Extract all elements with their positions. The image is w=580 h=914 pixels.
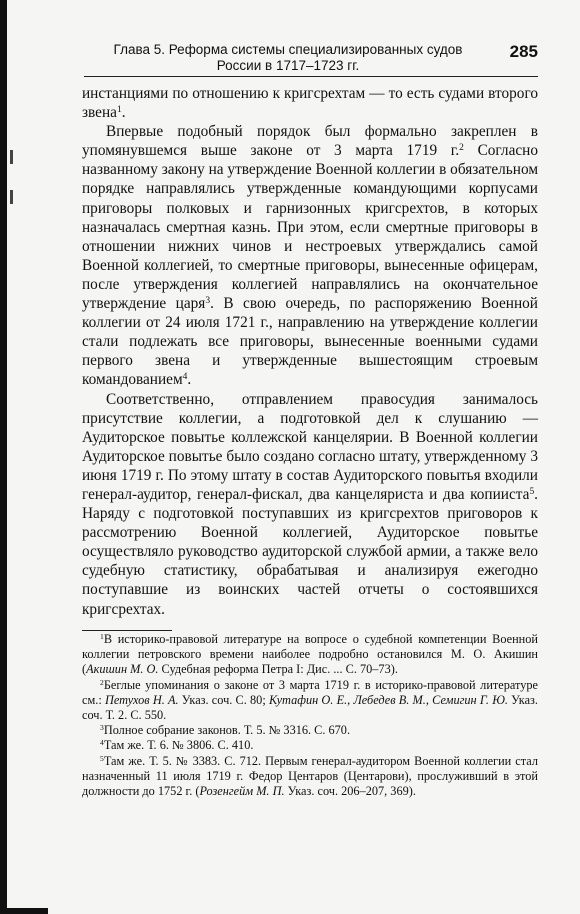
footnote-ref: 3: [205, 295, 211, 306]
footnote-ref: 1: [116, 104, 122, 115]
margin-mark: [10, 190, 13, 204]
paragraph-2: Впервые подобный порядок был формально закреплен в упомянувшемся выше законе от 3 марта 1719 г.$^2$ Согласно названному закону на утверждение Военной коллегии в обязательном порядке направлялись утвержденные командующими корпусами приговоры полковых и гарнизонных кригсрехтов, в которых назначалась смертная казнь. При этом, если смертные приговоры в отношении нижних чинов и нестроевых утверждались самой Военной коллегией, то смертные приговоры, вынесенные офицерам, после утверждения коллегией направлялись на окончательное утверждение царя$^3$. В свою очередь, по распоряжению Военной коллегии от 24 июля 1721 г., направлению на утверждение коллегии стали подлежать все приговоры, вынесенные военными судами первого звена и утвержденные вышестоящим строевым командованием$^4$.: [82, 123, 538, 389]
page-header: [84, 42, 538, 77]
footnote-1: $^1$В историко-правовой литературе на вопросе о судебной компетенции Военной коллегии петровского времени наиболее подробно остановился М. О. Акишин (Акишин М. О. Судебная реформа Петра I: Дис. ... С. 70–73).: [82, 631, 538, 677]
page-number: 285: [509, 42, 538, 61]
running-head-line1: Глава 5. Реформа системы специализированных судов: [113, 42, 463, 57]
paragraph-3: Соответственно, отправлением правосудия занималось присутствие коллегии, а подготовкой дел к слушанию — Аудиторское повытье коллежской канцелярии. В Военной коллегии Аудиторское повытье было создано согласно штату, утвержденному 3 июня 1719 г. По этому штату в состав Аудиторского повытья входили генерал-аудитор, генерал-фискал, два канцеляриста и два копииста$^5$. Наряду с подготовкой поступавших из кригсрехтов приговоров к рассмотрению Военной коллегией, Аудиторское повытье осуществляло руководство аудиторской службой армии, а также вело судебную статистику, обрабатывая и анализируя ежегодно поступавшие из воинских частей отчеты о состоявшихся кригсрехтах.: [82, 390, 538, 618]
footnotes: [82, 632, 538, 799]
running-head: [84, 42, 492, 74]
page-corner-mark: [0, 908, 48, 914]
footnote-3: $^3$Полное собрание законов. Т. 5. № 3316. С. 670.: [100, 723, 351, 738]
page-spine-edge: [0, 0, 7, 914]
footnote-ref: 5: [529, 486, 535, 497]
footnote-4: $^4$Там же. Т. 6. № 3806. С. 410.: [100, 738, 254, 753]
main-text: [82, 84, 538, 619]
footnote-ref: 4: [182, 372, 188, 383]
footnote-divider: [82, 630, 172, 631]
footnote-2: $^2$Беглые упоминания о законе от 3 марта 1719 г. в историко-правовой литературе см.: Петухов Н. А. Указ. соч. С. 80; Кутафин О. Е., Лебедев В. М., Семигин Г. Ю. Указ. соч. Т. 2. С. 550.: [82, 677, 538, 723]
running-head-line2: России в 1717–1723 гг.: [216, 58, 360, 73]
margin-mark: [10, 150, 13, 164]
paragraph-1: инстанциями по отношению к кригсрехтам — то есть судами второго звена$^1$.: [82, 85, 538, 122]
footnote-5: $^5$Там же. Т. 5. № 3383. С. 712. Первым генерал-аудитором Военной коллегии стал назначенный 11 июля 1719 г. Федор Центаров (Центарови), прослуживший в этой должности до 1752 г. (Розенгейм М. П. Указ. соч. 206–207, 369).: [82, 753, 538, 799]
footnote-ref: 2: [459, 143, 464, 154]
